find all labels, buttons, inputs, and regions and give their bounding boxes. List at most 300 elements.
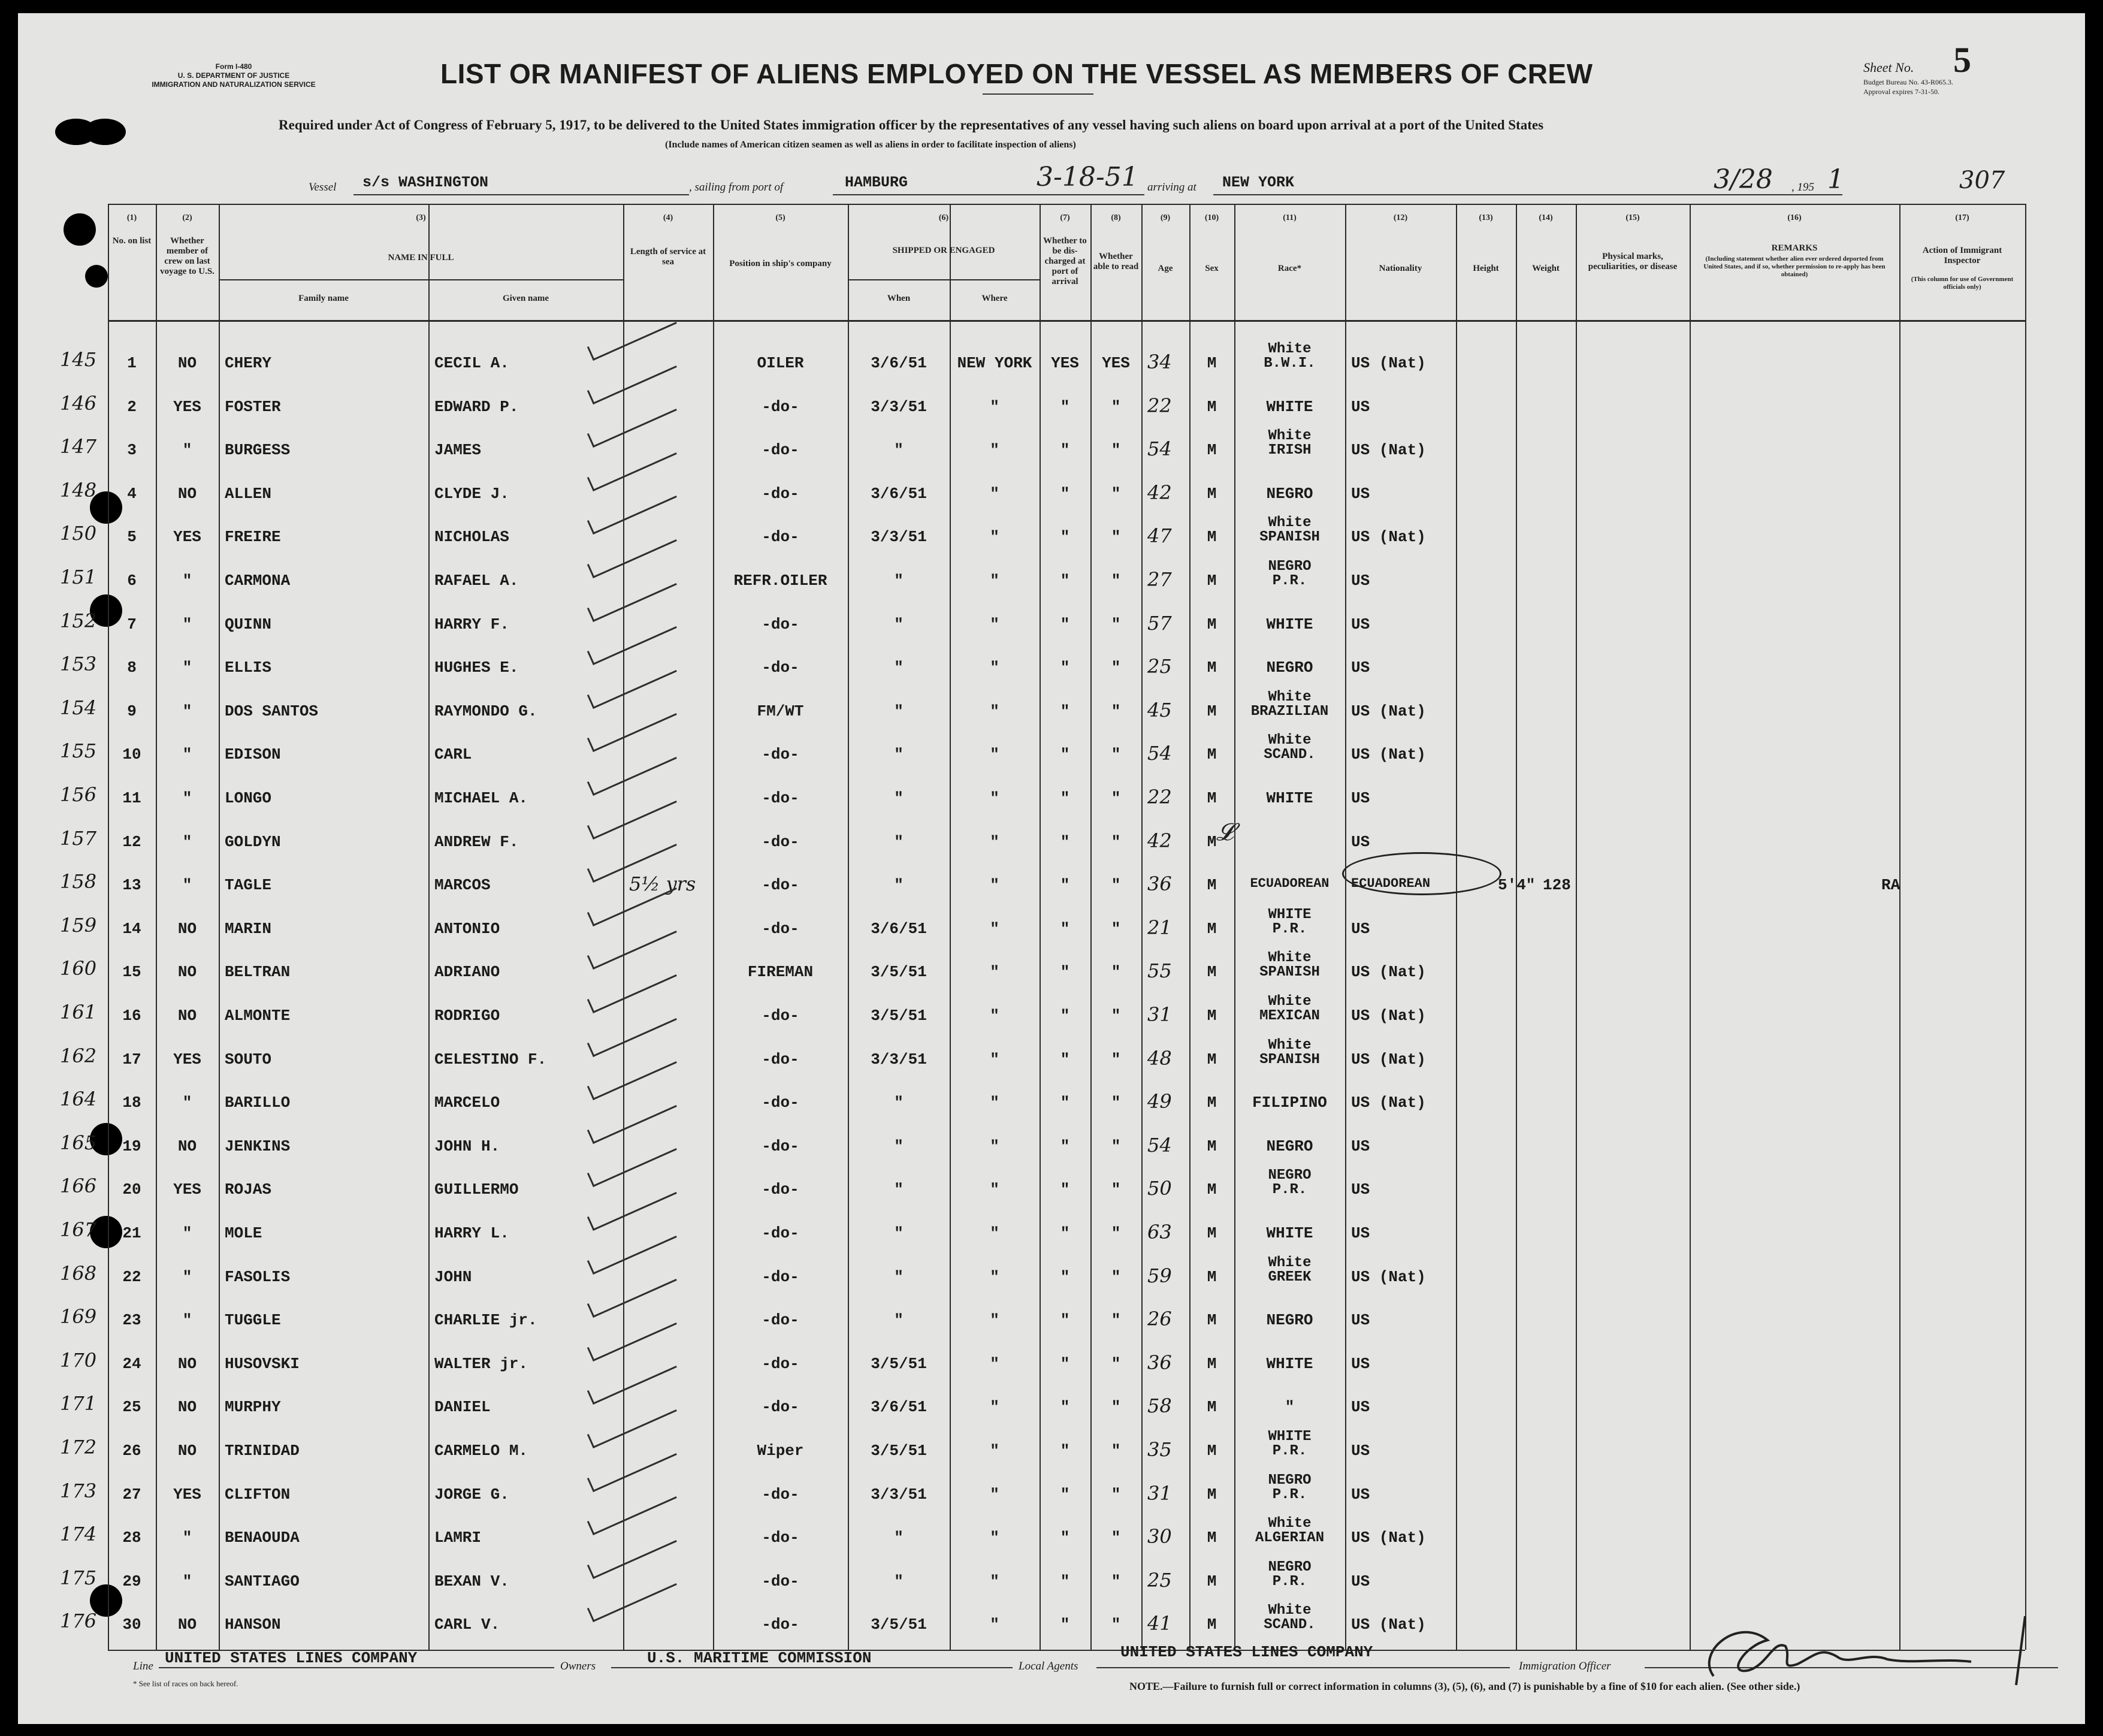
- nationality-cell: US: [1351, 1485, 1370, 1503]
- sex-cell: M: [1207, 659, 1217, 677]
- shipped-where-cell: ": [990, 1050, 999, 1068]
- given-name-cell: ADRIANO: [434, 963, 500, 982]
- table-row: [18, 1123, 2085, 1167]
- family-name-cell: FASOLIS: [225, 1267, 291, 1286]
- family-name-cell: SOUTO: [225, 1050, 272, 1068]
- sex-cell: M: [1207, 1094, 1217, 1112]
- list-number: 17: [122, 1050, 141, 1068]
- shipped-when-cell: 3/5/51: [871, 1616, 927, 1634]
- nationality-cell: US (Nat): [1351, 963, 1426, 982]
- list-number: 12: [122, 832, 141, 851]
- races-note: * See list of races on back hereof.: [133, 1679, 238, 1688]
- able-to-read-cell: ": [1111, 1485, 1121, 1503]
- column-subheading: Family name: [298, 294, 349, 303]
- table-row: [18, 819, 2085, 862]
- race-cell-line1: WHITE: [1268, 1429, 1312, 1445]
- shipped-when-cell: 3/6/51: [871, 1398, 927, 1417]
- column-number: (15): [1625, 213, 1640, 222]
- discharged-cell: ": [1060, 441, 1070, 460]
- family-name-cell: CARMONA: [225, 572, 291, 590]
- shipped-where-cell: ": [990, 1572, 999, 1590]
- check-mark: [587, 310, 677, 361]
- shipped-when-cell: 3/3/51: [871, 528, 927, 547]
- nationality-cell: US: [1351, 1442, 1370, 1460]
- discharged-cell: ": [1060, 1485, 1070, 1503]
- family-name-cell: MURPHY: [225, 1398, 281, 1417]
- inspector-action-cell: RA: [1881, 876, 1900, 895]
- shipped-when-cell: ": [894, 1224, 904, 1242]
- position-cell: -do-: [762, 1398, 799, 1417]
- nationality-cell: US (Nat): [1351, 1007, 1426, 1025]
- table-row: [18, 1341, 2085, 1384]
- family-name-cell: SANTIAGO: [225, 1572, 300, 1590]
- shipped-when-cell: 3/6/51: [871, 919, 927, 938]
- last-voyage-cell: NO: [177, 1007, 197, 1025]
- race-cell: ECUADOREAN: [1250, 876, 1330, 892]
- race-cell-line1: NEGRO: [1268, 1167, 1312, 1184]
- department: U. S. DEPARTMENT OF JUSTICE: [177, 71, 290, 80]
- last-voyage-cell: ": [182, 702, 192, 720]
- column-heading: REMARKS: [1771, 243, 1818, 253]
- race-cell-line2: P.R.: [1272, 1443, 1307, 1459]
- shipped-where-cell: ": [990, 963, 999, 982]
- race-cell-line1: White: [1268, 341, 1312, 357]
- column-heading: Weight: [1532, 264, 1560, 273]
- header-bottom-border: [108, 320, 2025, 322]
- column-number: (14): [1539, 213, 1553, 222]
- column-number: (1): [126, 213, 137, 222]
- given-name-cell: RODRIGO: [434, 1007, 500, 1025]
- age-cell: 27: [1147, 568, 1172, 591]
- agents-underline: [1096, 1667, 1510, 1668]
- sex-cell: M: [1207, 1224, 1217, 1242]
- shipped-when-cell: ": [894, 441, 904, 460]
- arrival-date: 3/28: [1714, 164, 1773, 195]
- race-cell: NEGRO: [1266, 484, 1313, 503]
- family-name-cell: DOS SANTOS: [225, 702, 319, 720]
- position-cell: -do-: [762, 484, 799, 503]
- given-name-cell: CARMELO M.: [434, 1442, 528, 1460]
- list-number: 22: [122, 1267, 141, 1286]
- race-cell-line1: White: [1268, 689, 1312, 705]
- column-number: (3): [416, 213, 426, 222]
- nationality-cell: US: [1351, 1354, 1370, 1373]
- given-name-cell: CARL: [434, 745, 472, 764]
- race-cell: NEGRO: [1266, 1311, 1313, 1330]
- table-row: [18, 1384, 2085, 1427]
- nationality-cell: US: [1351, 1137, 1370, 1155]
- family-name-cell: ELLIS: [225, 659, 272, 677]
- column-subheading: When: [887, 294, 911, 303]
- family-name-cell: EDISON: [225, 745, 281, 764]
- position-cell: -do-: [762, 1050, 799, 1068]
- shipped-when-cell: 3/3/51: [871, 1050, 927, 1068]
- margin-line-number: 167: [60, 1218, 97, 1241]
- column-heading: Whether member of crew on last voyage to U.S.: [160, 236, 214, 276]
- shipped-where-cell: ": [990, 1007, 999, 1025]
- position-cell: -do-: [762, 1224, 799, 1242]
- sex-cell: M: [1207, 1442, 1217, 1460]
- race-cell: WHITE: [1266, 789, 1313, 807]
- column-number: (8): [1111, 213, 1121, 222]
- sex-cell: M: [1207, 1398, 1217, 1417]
- able-to-read-cell: ": [1111, 615, 1121, 633]
- family-name-cell: MOLE: [225, 1224, 262, 1242]
- column-number: (17): [1955, 213, 1969, 222]
- last-voyage-cell: NO: [177, 919, 197, 938]
- arriving-label: arriving at: [1147, 181, 1196, 194]
- shipped-where-cell: ": [990, 1485, 999, 1503]
- race-cell-line1: White: [1268, 515, 1312, 532]
- nationality-cell: US: [1351, 1181, 1370, 1199]
- list-number: 4: [127, 484, 137, 503]
- nationality-cell: US (Nat): [1351, 1616, 1426, 1634]
- column-heading: Position in ship's company: [729, 259, 832, 268]
- age-cell: 58: [1147, 1394, 1172, 1418]
- discharged-cell: ": [1060, 1094, 1070, 1112]
- list-number: 14: [122, 919, 141, 938]
- last-voyage-cell: YES: [173, 397, 201, 416]
- given-name-cell: DANIEL: [434, 1398, 491, 1417]
- sex-cell: M: [1207, 1529, 1217, 1547]
- sex-cell: M: [1207, 397, 1217, 416]
- able-to-read-cell: ": [1111, 1616, 1121, 1634]
- punch-hole: [84, 119, 126, 145]
- officer-signature: [1672, 1604, 2031, 1688]
- age-cell: 54: [1147, 1133, 1172, 1157]
- margin-line-number: 157: [60, 826, 97, 850]
- able-to-read-cell: ": [1111, 919, 1121, 938]
- race-cell-line2: P.R.: [1272, 1573, 1307, 1590]
- race-cell-line1: White: [1268, 994, 1312, 1010]
- age-cell: 45: [1147, 698, 1172, 721]
- given-name-cell: ANTONIO: [434, 919, 500, 938]
- age-cell: 42: [1147, 481, 1172, 504]
- last-voyage-cell: ": [182, 572, 192, 590]
- race-cell: NEGRO: [1266, 659, 1313, 677]
- column-number: (9): [1160, 213, 1171, 222]
- given-name-cell: MICHAEL A.: [434, 789, 528, 807]
- column-number: (6): [938, 213, 949, 222]
- position-cell: -do-: [762, 659, 799, 677]
- given-name-cell: CELESTINO F.: [434, 1050, 547, 1068]
- given-name-cell: JAMES: [434, 441, 482, 460]
- last-voyage-cell: YES: [173, 1050, 201, 1068]
- nationality-cell: US (Nat): [1351, 528, 1426, 547]
- margin-line-number: 160: [60, 957, 97, 980]
- margin-line-number: 153: [60, 653, 97, 676]
- last-voyage-cell: ": [182, 1572, 192, 1590]
- position-cell: -do-: [762, 832, 799, 851]
- age-cell: 31: [1147, 1003, 1172, 1026]
- family-name-cell: LONGO: [225, 789, 272, 807]
- race-cell-line2: P.R.: [1272, 1182, 1307, 1198]
- column-subheading: Where: [981, 294, 1008, 303]
- list-number: 28: [122, 1529, 141, 1547]
- sex-cell: M: [1207, 1311, 1217, 1330]
- given-name-cell: CARL V.: [434, 1616, 500, 1634]
- list-number: 20: [122, 1181, 141, 1199]
- family-name-cell: HUSOVSKI: [225, 1354, 300, 1373]
- year-end: 1: [1827, 164, 1844, 195]
- margin-line-number: 152: [60, 609, 97, 632]
- list-number: 15: [122, 963, 141, 982]
- nationality-cell: US: [1351, 1572, 1370, 1590]
- age-cell: 21: [1147, 916, 1172, 939]
- subtitle: Required under Act of Congress of February 5, 1917, to be delivered to the United States immigration officer by the representatives of any vessel having such aliens on board upon arrival at a port of the United States: [279, 117, 1544, 132]
- family-name-cell: TRINIDAD: [225, 1442, 300, 1460]
- sex-cell: M: [1207, 963, 1217, 982]
- family-name-cell: MARIN: [225, 919, 272, 938]
- position-cell: -do-: [762, 1267, 799, 1286]
- margin-line-number: 159: [60, 913, 97, 937]
- discharged-cell: ": [1060, 1311, 1070, 1330]
- race-cell: WHITE: [1266, 1224, 1313, 1242]
- margin-line-number: 166: [60, 1175, 97, 1198]
- race-cell-line2: MEXICAN: [1259, 1008, 1320, 1024]
- column-heading: No. on list: [112, 236, 152, 246]
- margin-line-number: 145: [60, 348, 97, 371]
- race-cell-line2: P.R.: [1272, 1486, 1307, 1503]
- column-heading: Nationality: [1379, 264, 1422, 273]
- shipped-where-cell: ": [990, 1137, 999, 1155]
- list-number: 3: [127, 441, 137, 460]
- shipped-when-cell: ": [894, 745, 904, 764]
- race-cell-line1: White: [1268, 428, 1312, 445]
- column-heading: Whether to be dis-charged at port of arrival: [1043, 236, 1087, 286]
- margin-line-number: 151: [60, 566, 97, 588]
- last-voyage-cell: NO: [177, 1616, 197, 1634]
- position-cell: -do-: [762, 1181, 799, 1199]
- column-number: (13): [1479, 213, 1493, 222]
- family-name-cell: JENKINS: [225, 1137, 291, 1155]
- margin-line-number: 171: [60, 1392, 97, 1415]
- shipped-where-cell: ": [990, 484, 999, 503]
- table-row: [18, 1427, 2085, 1471]
- list-number: 6: [127, 572, 137, 590]
- form-block: [108, 62, 359, 89]
- last-voyage-cell: ": [182, 1094, 192, 1112]
- given-name-cell: LAMRI: [434, 1529, 482, 1547]
- last-voyage-cell: ": [182, 659, 192, 677]
- given-name-cell: JOHN H.: [434, 1137, 500, 1155]
- given-name-cell: MARCOS: [434, 876, 491, 895]
- able-to-read-cell: ": [1111, 832, 1121, 851]
- race-cell-line2: SPANISH: [1259, 1051, 1320, 1068]
- sex-cell: M: [1207, 1137, 1217, 1155]
- sex-cell: M: [1207, 615, 1217, 633]
- handwritten-scribble: 𝓛: [1216, 819, 1234, 846]
- age-cell: 63: [1147, 1221, 1172, 1243]
- list-number: 29: [122, 1572, 141, 1590]
- family-name-cell: CHERY: [225, 354, 272, 372]
- age-cell: 35: [1147, 1438, 1172, 1461]
- able-to-read-cell: ": [1111, 1181, 1121, 1199]
- column-heading: Height: [1473, 264, 1499, 273]
- list-number: 19: [122, 1137, 141, 1155]
- table-row: [18, 644, 2085, 688]
- able-to-read-cell: ": [1111, 1050, 1121, 1068]
- given-name-cell: RAYMONDO G.: [434, 702, 537, 720]
- race-cell-line1: NEGRO: [1268, 1472, 1312, 1489]
- discharged-cell: ": [1060, 832, 1070, 851]
- able-to-read-cell: ": [1111, 1354, 1121, 1373]
- age-cell: 31: [1147, 1481, 1172, 1505]
- service-length-cell: 5½ yrs: [629, 872, 696, 896]
- page-number: 307: [1959, 167, 2005, 194]
- column-heading: SHIPPED OR ENGAGED: [892, 246, 995, 255]
- margin-line-number: 154: [60, 696, 97, 719]
- line-label: Line: [133, 1660, 153, 1672]
- sex-cell: M: [1207, 876, 1217, 895]
- shipped-when-cell: ": [894, 789, 904, 807]
- able-to-read-cell: ": [1111, 397, 1121, 416]
- margin-line-number: 155: [60, 739, 97, 763]
- position-cell: OILER: [757, 354, 804, 372]
- sex-cell: M: [1207, 441, 1217, 460]
- family-name-cell: ROJAS: [225, 1181, 272, 1199]
- shipped-when-cell: ": [894, 659, 904, 677]
- position-cell: -do-: [762, 1311, 799, 1330]
- list-number: 18: [122, 1094, 141, 1112]
- column-number: (2): [182, 213, 192, 222]
- age-cell: 42: [1147, 829, 1172, 852]
- position-cell: -do-: [762, 528, 799, 547]
- sex-cell: M: [1207, 919, 1217, 938]
- shipped-when-cell: 3/5/51: [871, 963, 927, 982]
- sex-cell: M: [1207, 528, 1217, 547]
- sex-cell: M: [1207, 1485, 1217, 1503]
- discharged-cell: ": [1060, 1050, 1070, 1068]
- race-cell-line2: BRAZILIAN: [1250, 703, 1329, 720]
- shipped-when-cell: 3/5/51: [871, 1442, 927, 1460]
- height-cell: 5'4": [1498, 876, 1536, 895]
- able-to-read-cell: ": [1111, 1094, 1121, 1112]
- nationality-cell: US: [1351, 484, 1370, 503]
- column-number: (11): [1283, 213, 1297, 222]
- able-to-read-cell: ": [1111, 572, 1121, 590]
- list-number: 2: [127, 397, 137, 416]
- sex-cell: M: [1207, 745, 1217, 764]
- shipped-when-cell: 3/6/51: [871, 354, 927, 372]
- race-cell-line2: SPANISH: [1259, 964, 1320, 981]
- able-to-read-cell: ": [1111, 1007, 1121, 1025]
- age-cell: 41: [1147, 1612, 1172, 1635]
- table-row: [18, 601, 2085, 645]
- race-cell-line1: WHITE: [1268, 906, 1312, 923]
- shipped-when-cell: 3/3/51: [871, 1485, 927, 1503]
- age-cell: 54: [1147, 437, 1172, 461]
- nationality-cell: US: [1351, 1311, 1370, 1330]
- agents-value: UNITED STATES LINES COMPANY: [1120, 1643, 1373, 1661]
- vessel-label: Vessel: [309, 181, 337, 194]
- shipped-when-cell: 3/5/51: [871, 1354, 927, 1373]
- officer-label: Immigration Officer: [1519, 1660, 1611, 1672]
- family-name-cell: ALMONTE: [225, 1007, 291, 1025]
- race-cell-line2: IRISH: [1268, 442, 1312, 459]
- shipped-when-cell: ": [894, 615, 904, 633]
- list-number: 10: [122, 745, 141, 764]
- able-to-read-cell: ": [1111, 745, 1121, 764]
- list-number: 5: [127, 528, 137, 547]
- position-cell: -do-: [762, 789, 799, 807]
- able-to-read-cell: ": [1111, 1224, 1121, 1242]
- title-underline: [983, 93, 1093, 95]
- discharged-cell: ": [1060, 1442, 1070, 1460]
- position-cell: -do-: [762, 1572, 799, 1590]
- port-to: NEW YORK: [1222, 174, 1295, 191]
- margin-line-number: 162: [60, 1044, 97, 1067]
- shipped-where-cell: ": [990, 1224, 999, 1242]
- discharged-cell: ": [1060, 1529, 1070, 1547]
- column-heading: Physical marks, peculiarities, or disease: [1588, 252, 1678, 271]
- family-name-cell: CLIFTON: [225, 1485, 291, 1503]
- shipped-where-cell: ": [990, 1442, 999, 1460]
- given-name-cell: ANDREW F.: [434, 832, 519, 851]
- agents-label: Local Agents: [1019, 1660, 1078, 1672]
- last-voyage-cell: NO: [177, 1354, 197, 1373]
- last-voyage-cell: NO: [177, 354, 197, 372]
- table-row: [18, 1514, 2085, 1558]
- nationality-cell: US: [1351, 397, 1370, 416]
- position-cell: -do-: [762, 1616, 799, 1634]
- table-row: [18, 1166, 2085, 1210]
- last-voyage-cell: ": [182, 1267, 192, 1286]
- nationality-cell: US: [1351, 1398, 1370, 1417]
- position-cell: -do-: [762, 1529, 799, 1547]
- shipped-where-cell: ": [990, 876, 999, 895]
- sex-cell: M: [1207, 1267, 1217, 1286]
- last-voyage-cell: ": [182, 615, 192, 633]
- age-cell: 54: [1147, 742, 1172, 765]
- family-name-cell: GOLDYN: [225, 832, 281, 851]
- given-name-cell: RAFAEL A.: [434, 572, 519, 590]
- last-voyage-cell: ": [182, 832, 192, 851]
- sex-cell: M: [1207, 702, 1217, 720]
- position-cell: -do-: [762, 615, 799, 633]
- column-number: (16): [1787, 213, 1802, 222]
- sailing-label: , sailing from port of: [689, 181, 784, 194]
- last-voyage-cell: ": [182, 789, 192, 807]
- shipped-when-cell: ": [894, 876, 904, 895]
- margin-line-number: 174: [60, 1523, 97, 1546]
- family-name-cell: BELTRAN: [225, 963, 291, 982]
- table-row: [18, 340, 2085, 384]
- shipped-where-cell: ": [990, 919, 999, 938]
- column-heading-note: (Including statement whether alien ever ordered deported from United States, and if so, whether permission to re-apply has been obtained): [1703, 255, 1886, 278]
- age-cell: 57: [1147, 611, 1172, 635]
- list-number: 25: [122, 1398, 141, 1417]
- last-voyage-cell: YES: [173, 1485, 201, 1503]
- discharged-cell: ": [1060, 615, 1070, 633]
- last-voyage-cell: YES: [173, 1181, 201, 1199]
- race-cell-line2: P.R.: [1272, 573, 1307, 589]
- age-cell: 25: [1147, 1568, 1172, 1592]
- shipped-where-cell: ": [990, 1094, 999, 1112]
- table-row: [18, 992, 2085, 1036]
- age-cell: 25: [1147, 655, 1172, 678]
- last-voyage-cell: NO: [177, 1398, 197, 1417]
- sex-cell: M: [1207, 484, 1217, 503]
- able-to-read-cell: ": [1111, 659, 1121, 677]
- race-cell-line2: GREEK: [1268, 1269, 1312, 1285]
- given-name-cell: HUGHES E.: [434, 659, 519, 677]
- nationality-cell: US (Nat): [1351, 1267, 1426, 1286]
- list-number: 7: [127, 615, 137, 633]
- nationality-cell: US (Nat): [1351, 1050, 1426, 1068]
- nationality-cell: US: [1351, 659, 1370, 677]
- vessel-name: s/s WASHINGTON: [362, 174, 489, 191]
